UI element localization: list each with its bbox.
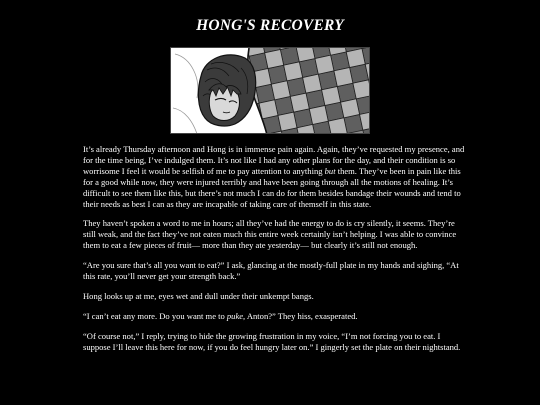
sleeping-figure-drawing — [171, 48, 370, 134]
story-paragraph — [83, 331, 465, 353]
emphasis-text: puke — [226, 311, 244, 321]
story-paragraph — [83, 260, 465, 282]
comic-illustration — [170, 47, 370, 134]
paragraph-text: Hong looks up at me, eyes wet and dull under their unkempt bangs. — [83, 291, 314, 301]
emphasis-text: but — [324, 166, 336, 176]
story-paragraph — [83, 144, 465, 210]
paragraph-text: “Of course not,” I reply, trying to hide the growing frustration in my voice, “I’m not forcing you to eat. I suppose I’ll leave this here for now, if you do feel hungry later on.” I gingerly set the plate on their nightstand. — [83, 331, 461, 352]
paragraph-text: “I can’t eat any more. Do you want me to — [83, 311, 227, 321]
paragraph-text: , Anton?” They hiss, exasperated. — [243, 311, 358, 321]
paragraph-text: “Are you sure that’s all you want to eat?” I ask, glancing at the mostly-full plate in my hands and sighing, “At this rate, you’ll never get your strength back.” — [83, 260, 459, 281]
story-paragraph — [83, 311, 465, 322]
story-text — [83, 144, 465, 362]
paragraph-text: They haven’t spoken a word to me in hours; all they’ve had the energy to do is cry silently, it seems. They’re still weak, and the fact they’ve not eaten much this entire week certainly isn’t helping. I was able to convince them to eat a few pieces of fruit— more than they ate yesterday— but clearly it’s still not enough. — [83, 218, 457, 250]
paragraph-text: It’s already Thursday afternoon and Hong is in immense pain again. Again, they’ve requested my presence, and for the time being, I’ve indulged them. It’s not like I had any other plans for the day, and their condition is so worrisome I feel it would be selfish of me to pay attention to anything — [83, 144, 465, 176]
paragraph-text: them. They’ve been in pain like this for a good while now, they were injured terribly and have been going through all the motions of healing. It’s difficult to see them like this, but there’s not much I can do for them besides bandage their wounds and tend to their needs as best I can as they are incapable of taking care of themself in this state. — [83, 166, 461, 209]
story-paragraph — [83, 291, 465, 302]
story-paragraph — [83, 218, 465, 251]
page-title: HONG'S RECOVERY — [196, 17, 344, 34]
